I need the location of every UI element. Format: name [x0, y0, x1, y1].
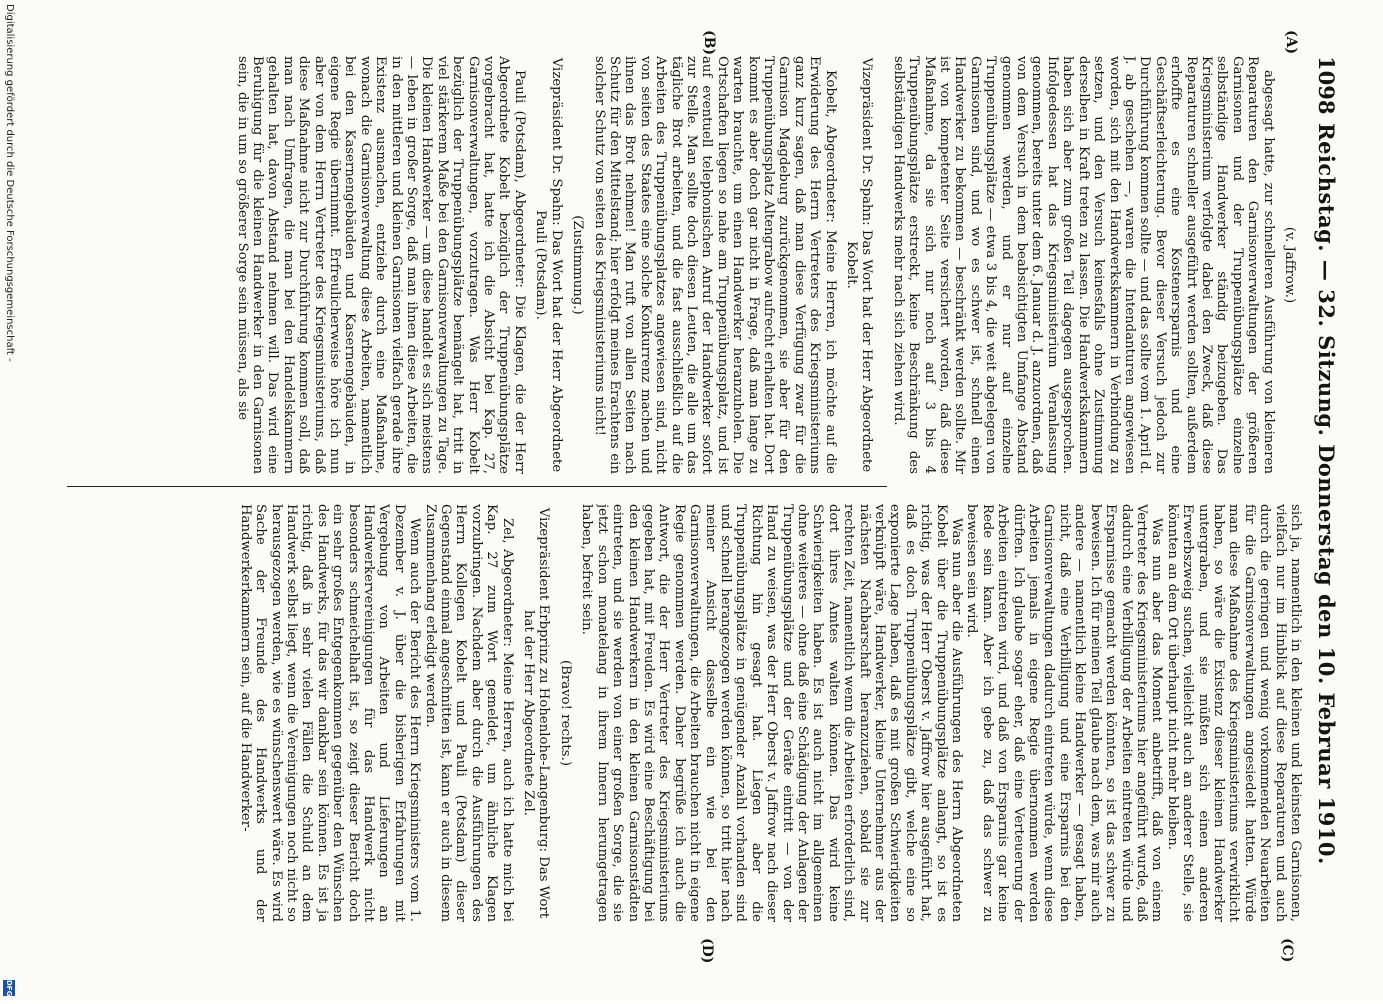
margin-letter-d: (D) — [699, 938, 715, 964]
credit-text: Digitalisierung gefördert durch die Deutsche Forschungsgemeinschaft - — [4, 4, 15, 362]
vice-president-remark: Vizepräsident Dr. Spahn: Das Wort hat der Herr Abgeordnete Kobelt. — [844, 57, 875, 473]
margin-letter-a: (A) — [1283, 30, 1299, 55]
paragraph: sich ja, namentlich in den kleinen und kleinsten Garnisonen, vielfach nur im Hinblick auf diese Reparaturen und auch durch die geringen und wenig vorkommenden Neuarbeiten für die Garnisonverwaltungen angesiedelt hatten. Würde man diese Maßnahme des Kriegsministeriums verwirklicht haben, so wäre die Existenz dieser kleinen Handwerker untergraben, und sie müßten sich einen anderen Erwerbszweig suchen, vielleicht auch an anderer Stelle, sie könnten an dem Ort überhaupt nicht mehr bleiben. — [1164, 504, 1303, 922]
margin-letter-b: (B) — [701, 30, 717, 56]
paragraph: abgesagt hatte, zur schnelleren Ausführung von kleineren Reparaturen den Garnisonverwaltungen der größeren Garnisonen und der Truppenübungsplätze einzelne selbständige Handwerker ständig beizugeben. Das Kriegsministerium verfolgte dabei den Zweck, daß diese Reparaturen schneller ausgeführt werden sollten, außerdem erhoffte es eine Kostenersparnis und eine Geschäftserleichterung. Bevor dieser Versuch jedoch zur Durchführung kommen sollte — und das sollte vom 1. April d. J. ab geschehen —, waren die Intendanturen angewiesen worden, sich mit den Handwerkskammern in Verbindung zu setzen, und den Versuch keinesfalls ohne Zustimmung derselben in Kraft treten zu lassen. Die Handwerkskammern haben sich aber zum großen Teil dagegen ausgesprochen. Infolgedessen hat das Kriegsministerium Veranlassung genommen, bereits unter dem 6. Januar d. J. anzuordnen, daß von dem Versuch in dem beabsichtigten Umfange Abstand genommen werden, und er nur auf einzelne Truppenübungsplätze — etwa 3 bis 4, die weit abgelegen von Garnisonen sind, und wo es schwer ist, schnell einen Handwerker zu bekommen — beschränkt werden sollte. Mir ist von kompetenter Seite versichert worden, daß diese Maßnahme, da sie sich nur noch auf 3 bis 4 Truppenübungsplätze erstreckt, keine Beschränkung des selbständigen Handwerks mehr nach sich ziehen wird. — [890, 56, 1276, 474]
page-title: Reichstag. — 32. Sitzung. Donnerstag den 10. Februar 1910. — [1314, 123, 1339, 865]
digitization-credit — [1, 0, 17, 1004]
margin-letter-c: (C) — [1279, 938, 1295, 963]
paragraph: Was nun aber das Moment anbetrifft, daß von einem Vertreter des Kriegsministeriums hier angeführt wurde, daß dadurch eine Verbilligung der Arbeiten eintreten würde und Ersparnisse gemacht werden könnten, so ist das schwer zu beweisen. Ich für meinen Teil glaube nach dem, was mir auch andere — namentlich kleine Handwerker — gesagt haben, nicht, daß eine Verbilligung und eine Ersparnis bei den Garnisonverwaltungen dadurch eintreten würde, wenn diese Arbeiten jemals in eigene Regie übernommen werden dürften. Ich glaube sogar eher, daß eine Verteuerung der Arbeiten eintreten wird, und daß von Ersparnis gar keine Rede sein kann. Aber ich gebe zu, daß das schwer zu beweisen sein wird. — [964, 504, 1165, 922]
vice-president-remark: Vizepräsident Erbprinz zu Hohenlohe-Langenburg: Das Wort hat der Herr Abgeordnete Zel. — [521, 507, 552, 919]
paragraph: Zel, Abgeordneter: Meine Herren, auch ich hatte mich bei Kap. 27 zum Wort gemeldet, um ähnliche Klagen vorzubringen. Nachdem aber durch die Ausführungen des Herrn Kollegen Kobelt und Pauli (Potsdam) dieser Gegenstand einmal angeschnitten ist, kann er auch in diesem Zusammenhang erledigt werden. — [422, 504, 515, 922]
reaction: (Bravo! rechts.) — [557, 659, 573, 767]
column-divider — [67, 486, 887, 487]
paragraph: Wenn auch der Bericht des Herrn Kriegsministers vom 1. Dezember v. J. über die bisherigen Erfahrungen mit Vergebung von Arbeiten und Lieferungen an Handwerkervereinigungen für das Handwerk nicht besonders schmeichelhaft ist, so zeigt dieser Bericht doch ein sehr großes Entgegenkommen gegenüber den Wünschen des Handwerks, für das wir dankbar sein können. Es ist ja richtig, daß in sehr vielen Fällen die Schuld an dem Handwerk selbst liegt, wenn die Vereinigungen noch nicht so herausgezogen werden, wie es wünschenswert wäre. Es wird Sache der Freunde des Handwerks und der Handwerkerkammern sein, auf die Handwerker- — [237, 504, 423, 922]
speaker-tag: (v. Jaffrow.) — [1282, 226, 1297, 304]
vice-president-remark: Vizepräsident Dr. Spahn: Das Wort hat der Herr Abgeordnete Pauli (Potsdam). — [533, 57, 564, 473]
paragraph: Kobelt, Abgeordneter: Meine Herren, ich möchte auf die Erwiderung des Herrn Vertreters des Kriegsministeriums ganz kurz sagen, daß man diese Verfügung zwar für die Garnison Magdeburg zurückgenommen, sie aber für den Truppenübungsplatz Altengrabow aufrecht erhalten hat. Dort kommt es aber doch gar nicht in Frage, daß man lange zu warten brauchte, um einen Handwerker heranzuholen. Die Ortschaften liegen so nahe am Truppenübungsplatz, und ist auf eventuell telephonischen Anruf der Handwerker sofort zur Stelle. Man sollte doch diesen Leuten, die alle um das tägliche Brot arbeiten, und die fast ausschließlich auf die Arbeiten des Truppenübungsplatzes angewiesen sind, nicht von seiten des Staates eine solche Konkurrenz machen und ihnen das Brot nehmen! Man ruft von allen Seiten nach Schutz für den Mittelstand; hier erfolgt meines Erachtens ein solcher Schutz von seiten des Kriegsministeriums nicht! — [591, 56, 838, 474]
dfg-logo: DFG — [5, 980, 13, 997]
left-column — [73, 56, 1303, 474]
reaction: (Zustimmung.) — [570, 215, 586, 315]
paragraph: Was nun aber die Ausführungen des Herrn Abgeordneten Kobelt über die Truppenübungsplätze anlangt, so ist es richtig, was der Herr Oberst v. Jaffrow hier ausgeführt hat, daß es doch Truppenübungsplätze gibt, welche eine so exponierte Lage haben, daß es mit großen Schwierigkeiten verknüpft wäre, Handwerker, kleine Unternehmer aus der nächsten Nachbarschaft heranzuziehen, sobald sie zur rechten Zeit, namentlich wenn die Arbeiten erforderlich sind, dort ihres Amtes walten können. Das wird keine Schwierigkeiten haben. Es ist auch nicht im allgemeinen ohne weiteres — ohne daß eine Schädigung der Anlagen der Truppenübungsplätze und der Geräte eintritt — von der Hand zu weisen, was der Herr Oberst v. Jaffrow nach dieser Richtung hin gesagt hat. Liegen aber die Truppenübungsplätze in genügender Anzahl vorhanden sind und schnell herangezogen werden können, so tritt hier nach meiner Ansicht dasselbe ein wie bei den Garnisonverwaltungen, die Arbeiten brauchen nicht in eigene Regie genommen werden. Daher begrüße ich auch die Antwort, die der Herr Vertreter des Kriegsministeriums gegeben hat, mit Freuden. Es wird eine Beschäftigung bei den kleinen Handwerkern in den kleinen Garnisonstädten eintreten, und sie werden von einer großen Sorge, die sie jetzt schon monatelang in ihrem Innern herumgetragen haben, befreit sein. — [579, 504, 965, 922]
paragraph: Pauli (Potsdam), Abgeordneter: Die Klagen, die der Herr Abgeordnete Kobelt bezüglich der Truppenübungsplätze vorgebracht hat, hatte ich die Absicht bei Kap. 27, Garnisonverwaltungen, vorzutragen. Was Herr Kobelt bezüglich der Truppenübungsplätze bemängelt hat, tritt in viel stärkerem Maße bei den Garnisonverwaltungen zu Tage. Die kleinen Handwerker — um diese handelt es sich meistens — leben in großer Sorge, daß man ihnen diese Arbeiten, die in den mittleren und kleinen Garnisonen vielfach gerade ihre Existenz ausmachen, entziehe durch eine Maßnahme, wonach die Garnisonverwaltung diese Arbeiten, namentlich bei den Kasernengebäuden und Kasernengebäuden, in eigene Regie übernimmt. Erfreulicherweise höre ich nun aber von dem Herrn Vertreter des Kriegsministeriums, daß diese Maßnahme nicht zur Durchführung kommen soll, daß man nach Umfragen, die man bei den Handelskammern gehalten hat, davon Abstand nehmen will. Das wird eine Beruhigung für die kleinen Handwerker in den Garnisonen sein, die in um so größerer Sorge sein müssen, als sie — [234, 56, 527, 474]
right-column — [73, 504, 1303, 922]
page-header — [1309, 56, 1343, 932]
page-number: 1098 — [1314, 56, 1339, 115]
